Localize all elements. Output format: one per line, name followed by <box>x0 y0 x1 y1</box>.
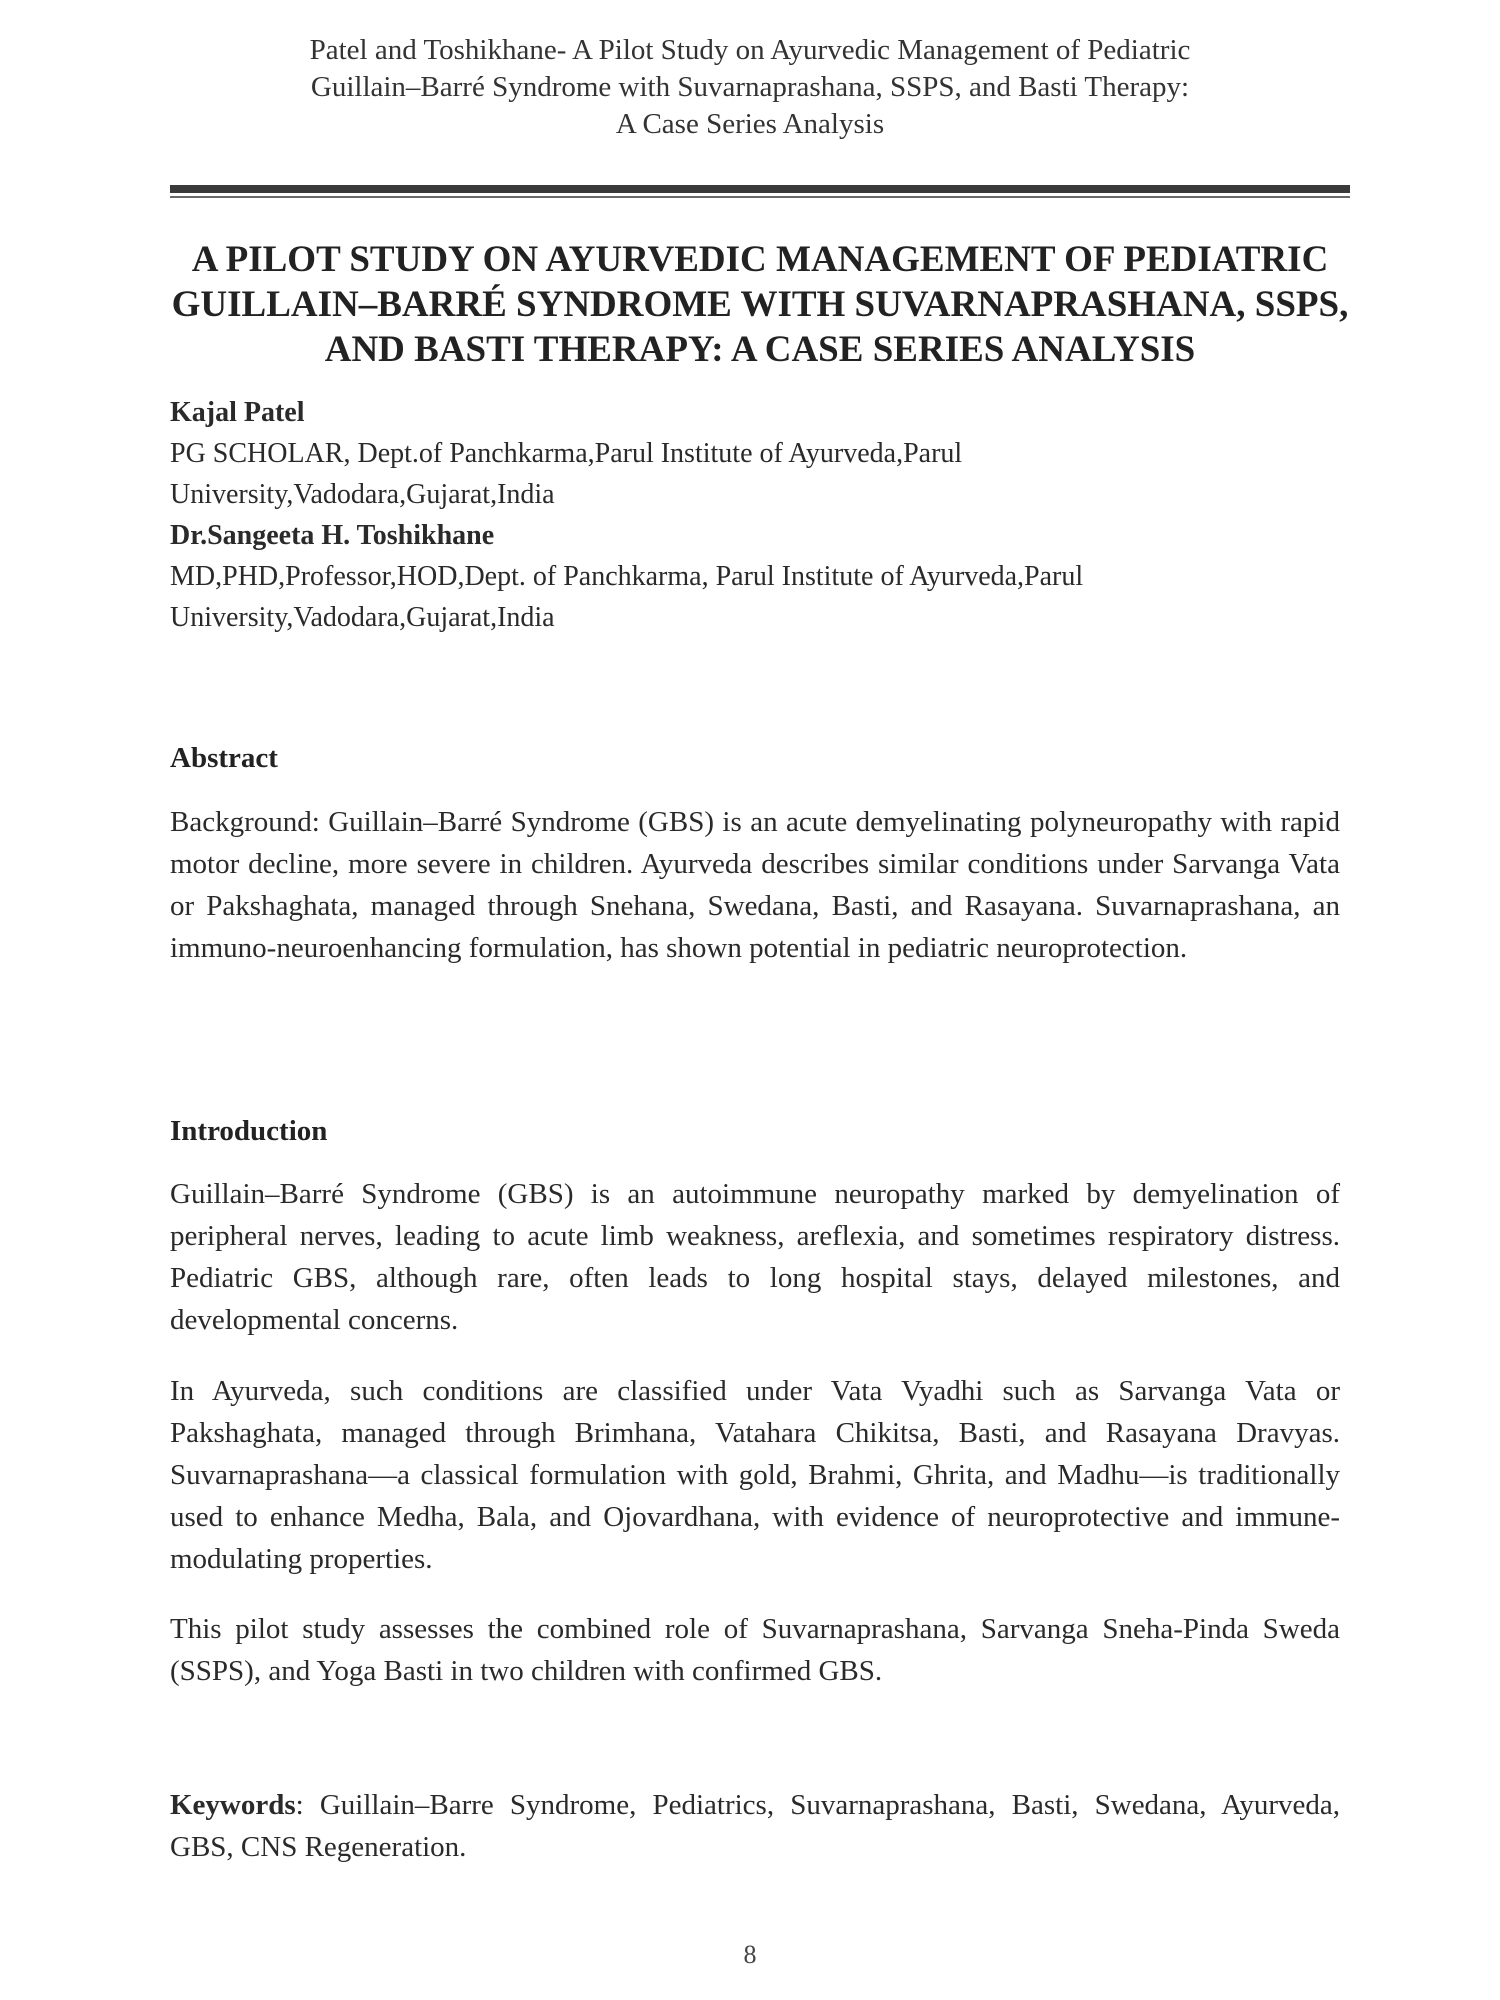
keywords-paragraph <box>170 1784 1340 1868</box>
running-header-line-3: A Case Series Analysis <box>615 108 885 140</box>
page-number: 8 <box>743 1940 757 1969</box>
paper-title-line-1: A PILOT STUDY ON AYURVEDIC MANAGEMENT OF PEDIATRIC <box>191 239 1329 280</box>
paper-title <box>150 237 1370 372</box>
keywords-text: Guillain–Barre Syndrome, Pediatrics, Suvarnaprashana, Basti, Swedana, Ayurveda, GBS, CNS Regeneration. <box>170 1789 1340 1863</box>
author-affiliation-2-line-2: University,Vadodara,Gujarat,India <box>170 602 555 633</box>
introduction-paragraph-1: Guillain–Barré Syndrome (GBS) is an autoimmune neuropathy marked by demyelination of peripheral nerves, leading to acute limb weakness, areflexia, and sometimes respiratory distress. Pediatric GBS, although rare, often leads to long hospital stays, delayed milestones, and developmental concerns. <box>170 1178 1340 1336</box>
introduction-section-heading <box>170 1113 1340 1149</box>
author-affiliation-2-line-1: MD,PHD,Professor,HOD,Dept. of Panchkarma, Parul Institute of Ayurveda,Parul <box>170 561 1084 592</box>
author-affiliation-1-line-2: University,Vadodara,Gujarat,India <box>170 479 555 510</box>
keywords-label: Keywords <box>170 1789 296 1821</box>
introduction-heading: Introduction <box>170 1115 328 1147</box>
author-block <box>170 392 1350 638</box>
introduction-paragraph-3: This pilot study assesses the combined role of Suvarnaprashana, Sarvanga Sneha-Pinda Sweda (SSPS), and Yoga Basti in two children with confirmed GBS. <box>170 1613 1340 1687</box>
running-header-line-1: Patel and Toshikhane- A Pilot Study on Ayurvedic Management of Pediatric <box>309 34 1191 66</box>
introduction-paragraph-2-block <box>170 1370 1340 1580</box>
paper-title-line-2: GUILLAIN–BARRÉ SYNDROME WITH SUVARNAPRASHANA, SSPS, <box>171 284 1349 325</box>
abstract-heading: Abstract <box>170 742 278 774</box>
author-affiliation-1-line-1: PG SCHOLAR, Dept.of Panchkarma,Parul Institute of Ayurveda,Parul <box>170 438 963 469</box>
introduction-paragraph-2: In Ayurveda, such conditions are classified under Vata Vyadhi such as Sarvanga Vata or Pakshaghata, managed through Brimhana, Vatahara Chikitsa, Basti, and Rasayana Dravyas. Suvarnaprashana—a classical formulation with gold, Brahmi, Ghrita, and Madhu—is traditionally used to enhance Medha, Bala, and Ojovardhana, with evidence of neuroprotective and immune-modulating properties. <box>170 1375 1340 1575</box>
introduction-paragraph-3-block <box>170 1608 1340 1692</box>
abstract-section-heading <box>170 740 1340 776</box>
author-name-1: Kajal Patel <box>170 397 305 428</box>
author-name-2: Dr.Sangeeta H. Toshikhane <box>170 520 495 551</box>
introduction-paragraph-1-block <box>170 1173 1340 1341</box>
abstract-paragraph: Background: Guillain–Barré Syndrome (GBS) is an acute demyelinating polyneuropathy with rapid motor decline, more severe in children. Ayurveda describes similar conditions under Sarvanga Vata or Pakshaghata, managed through Snehana, Swedana, Basti, and Rasayana. Suvarnaprashana, an immuno-neuroenhancing formulation, has shown potential in pediatric neuroprotection. <box>170 806 1340 964</box>
running-header <box>150 32 1350 143</box>
keywords-separator: : <box>295 1789 320 1821</box>
header-divider-thick <box>170 185 1350 193</box>
running-header-line-2: Guillain–Barré Syndrome with Suvarnaprashana, SSPS, and Basti Therapy: <box>310 71 1190 103</box>
abstract-section-body <box>170 801 1340 969</box>
header-divider-thin <box>170 196 1350 198</box>
paper-title-line-3: AND BASTI THERAPY: A CASE SERIES ANALYSIS <box>324 329 1196 370</box>
keywords-section <box>170 1784 1340 1868</box>
